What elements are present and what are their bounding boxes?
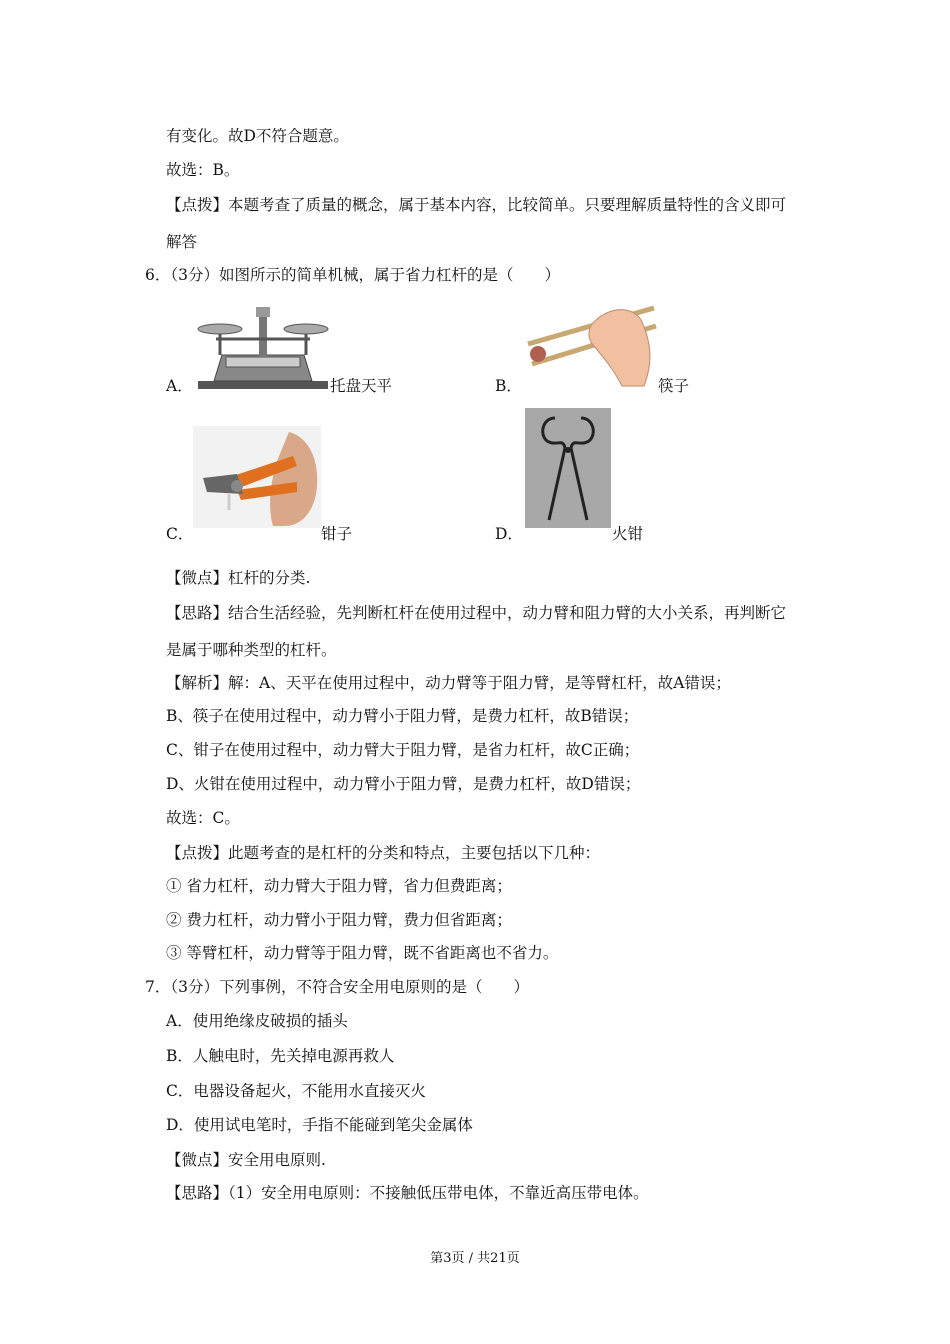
option-a-letter: A．: [166, 377, 193, 395]
option-c-letter: C．: [166, 525, 194, 543]
analysis-line: 【解析】解：A、天平在使用过程中，动力臂等于阻力臂，是等臂杠杆，故A错误；: [166, 674, 731, 692]
option-line: D．使用试电笔时，手指不能碰到笔尖金属体: [166, 1116, 473, 1134]
option-d-letter: D．: [495, 525, 523, 543]
analysis-line: 故选：C。: [166, 809, 240, 827]
chopsticks-icon: [524, 300, 658, 392]
analysis-line: B、筷子在使用过程中，动力臂小于阻力臂，是费力杠杆，故B错误；: [166, 707, 639, 725]
analysis-line: ③ 等臂杠杆，动力臂等于阻力臂，既不省距离也不省力。: [166, 944, 559, 962]
analysis-line: C、钳子在使用过程中，动力臂大于阻力臂，是省力杠杆，故C正确；: [166, 741, 640, 759]
option-line: B．人触电时，先关掉电源再救人: [166, 1047, 395, 1065]
question-6-stem: 6．（3分）如图所示的简单机械，属于省力杠杆的是（ ）: [145, 266, 560, 284]
analysis-line: 【微点】杠杆的分类.: [166, 569, 311, 587]
pliers-icon: [193, 426, 321, 528]
option-c-caption: 钳子: [321, 525, 353, 543]
option-d-caption: 火钳: [612, 525, 644, 543]
balance-scale-icon: [196, 305, 330, 391]
question-7-stem: 7．（3分）下列事例，不符合安全用电原则的是（ ）: [145, 978, 529, 996]
option-line: C．电器设备起火，不能用水直接灭火: [166, 1082, 426, 1100]
page-footer: 第3页 / 共21页: [430, 1251, 520, 1266]
option-b-letter: B．: [495, 377, 522, 395]
text-line: 故选：B。: [166, 161, 240, 179]
option-line: A．使用绝缘皮破损的插头: [166, 1012, 348, 1030]
option-b-caption: 筷子: [658, 377, 690, 395]
analysis-line: 是属于哪种类型的杠杆。: [166, 641, 337, 659]
text-line: 【点拨】本题考查了质量的概念，属于基本内容，比较简单。只要理解质量特性的含义即可: [166, 196, 787, 214]
analysis-line: 【微点】安全用电原则.: [166, 1151, 326, 1169]
analysis-line: 【思路】（1）安全用电原则：不接触低压带电体，不靠近高压带电体。: [166, 1184, 649, 1202]
text-line: 解答: [166, 233, 198, 251]
text-line: 有变化。故D不符合题意。: [166, 127, 349, 145]
analysis-line: 【思路】结合生活经验，先判断杠杆在使用过程中，动力臂和阻力臂的大小关系，再判断它: [166, 604, 787, 622]
analysis-line: D、火钳在使用过程中，动力臂小于阻力臂，是费力杠杆，故D错误；: [166, 775, 641, 793]
analysis-line: ② 费力杠杆，动力臂小于阻力臂，费力但省距离；: [166, 911, 512, 929]
option-a-caption: 托盘天平: [330, 377, 393, 395]
fire-tongs-icon: [525, 408, 611, 528]
analysis-line: ① 省力杠杆，动力臂大于阻力臂，省力但费距离；: [166, 877, 512, 895]
analysis-line: 【点拨】此题考查的是杠杆的分类和特点，主要包括以下几种：: [166, 844, 601, 862]
